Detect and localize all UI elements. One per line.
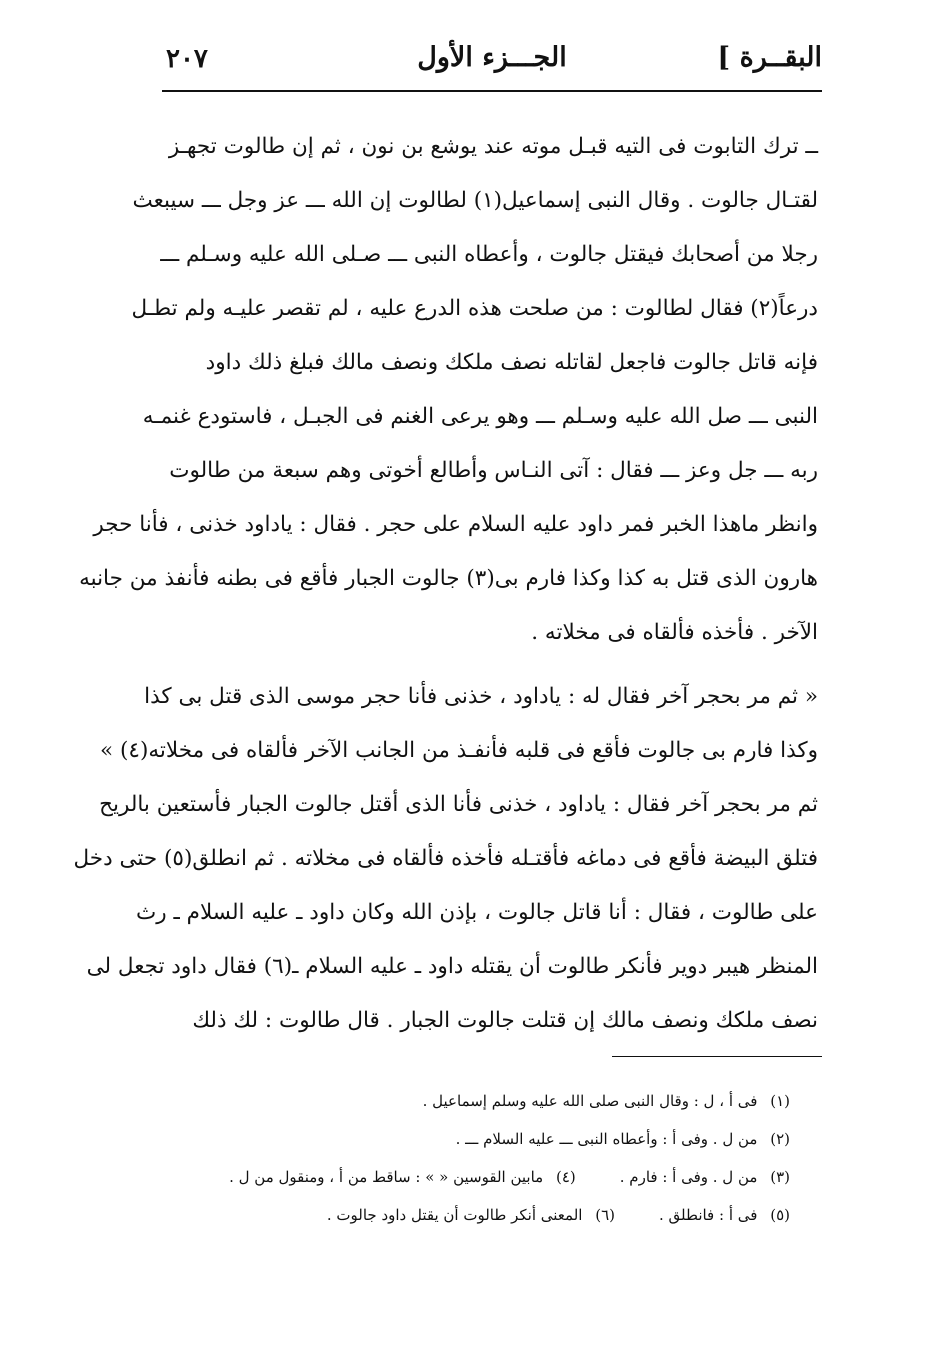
text-line: ــ ترك التابوت فى التيه قبـل موته عند يوشع بن نون ، ثم إن طالوت تجهـز [168, 134, 818, 159]
footnote-number: (٣) [770, 1168, 790, 1186]
footnote [327, 1196, 615, 1234]
footnote-row [170, 1082, 790, 1120]
part-title: الجـــزء الأول [417, 42, 567, 73]
text-line: النبى ـــ صل الله عليه وسـلم ـــ وهو يرعى الغنم فى الجبـل ، فاستودع غنمـه [142, 404, 818, 429]
text-line: هارون الذى قتل به كذا وكذا فارم بى(٣) جالوت الجبار فأقع فى بطنه فأنفذ من جانبه [79, 566, 818, 591]
text-line: المنظر هيبر دوير فأنكر طالوت أن يقتله داود ـ عليه السلام ـ(٦) فقال داود تجعل لى [86, 954, 818, 979]
footnote-text: من ل . وفى أ : فارم . [619, 1168, 758, 1186]
text-line: ربه ـــ جل وعز ـــ فقال : آتى النـاس وأطالع أخوتى وهم سبعة من طالوت [169, 458, 818, 483]
footnote-text: فى أ : فانطلق . [659, 1206, 758, 1224]
footnote-text: مابين القوسين « » : ساقط من أ ، ومنقول من ل . [229, 1168, 544, 1186]
footnote-row [170, 1196, 790, 1234]
footnote-divider [612, 1056, 822, 1057]
text-line: الآخر . فأخذه فألقاه فى مخلاته . [531, 620, 818, 645]
footnote-number: (٥) [770, 1206, 790, 1224]
main-text [73, 120, 818, 1048]
footnote-text: فى أ ، ل : وقال النبى صلى الله عليه وسلم إسماعيل . [422, 1092, 758, 1110]
text-line: « ثم مر بحجر آخر فقال له : ياداود ، خذنى فأنا حجر موسى الذى قتل بى كذا [144, 684, 818, 709]
text-line: وانظر ماهذا الخبر فمر داود عليه السلام على حجر . فقال : ياداود خذنى ، فأنا حجر [93, 512, 818, 537]
footnote [620, 1158, 790, 1196]
page-number: ٢٠٧ [166, 44, 208, 74]
footnote-row [170, 1158, 790, 1196]
footnote-row [170, 1120, 790, 1158]
footnote-number: (٦) [595, 1206, 615, 1224]
footnote [423, 1082, 790, 1120]
text-line: وكذا فارم بى جالوت فأقع فى قلبه فأنفـذ من الجانب الآخر فألقاه فى مخلاته(٤) » [100, 738, 818, 763]
footnote [456, 1120, 790, 1158]
footnote-number: (٢) [770, 1130, 790, 1148]
text-line: ثم مر بحجر آخر فقال : ياداود ، خذنى فأنا الذى أقتل جالوت الجبار فأستعين بالريح [99, 792, 818, 817]
page-header [162, 28, 822, 88]
footnote [659, 1196, 790, 1234]
footnote-text: المعنى أنكر طالوت أن يقتل داود جالوت . [326, 1206, 583, 1224]
footnote-text: من ل . وفى أ : وأعطاه النبى ـــ عليه السلام ـــ . [455, 1130, 758, 1148]
text-line: رجلا من أصحابك فيقتل جالوت ، وأعطاه النبى ـــ صـلى الله عليه وسـلم ـــ [160, 242, 818, 267]
text-line: درعاً(٢) فقال لطالوت : من صلحت هذه الدرع عليه ، لم تقصر عليـه ولم تطـل [131, 296, 818, 321]
footnote-number: (٤) [555, 1168, 576, 1186]
text-line: فإنه قاتل جالوت فاجعل لقاتله نصف ملكك ونصف مالك فبلغ ذلك داود [205, 350, 818, 375]
paragraph-1 [79, 120, 818, 660]
footnotes [170, 1082, 790, 1234]
header-divider [162, 90, 822, 92]
text-line: على طالوت ، فقال : أنا قاتل جالوت ، بإذن الله وكان داود ـ عليه السلام ـ رث [136, 900, 818, 925]
section-title: البقــرة ] [717, 42, 822, 73]
footnote [229, 1158, 576, 1196]
paragraph-2 [73, 670, 818, 1048]
text-line: لقتـال جالوت . وقال النبى إسماعيل(١) لطالوت إن الله ـــ عز وجل ـــ سيبعث [132, 188, 818, 213]
footnote-number: (١) [770, 1092, 790, 1110]
text-line: نصف ملكك ونصف مالك إن قتلت جالوت الجبار . قال طالوت : لك ذلك [192, 1008, 818, 1033]
text-line: فتلق البيضة فأقع فى دماغه فأقتـله فأخذه فألقاه فى مخلاته . ثم انطلق(٥) حتى دخل [73, 846, 818, 871]
